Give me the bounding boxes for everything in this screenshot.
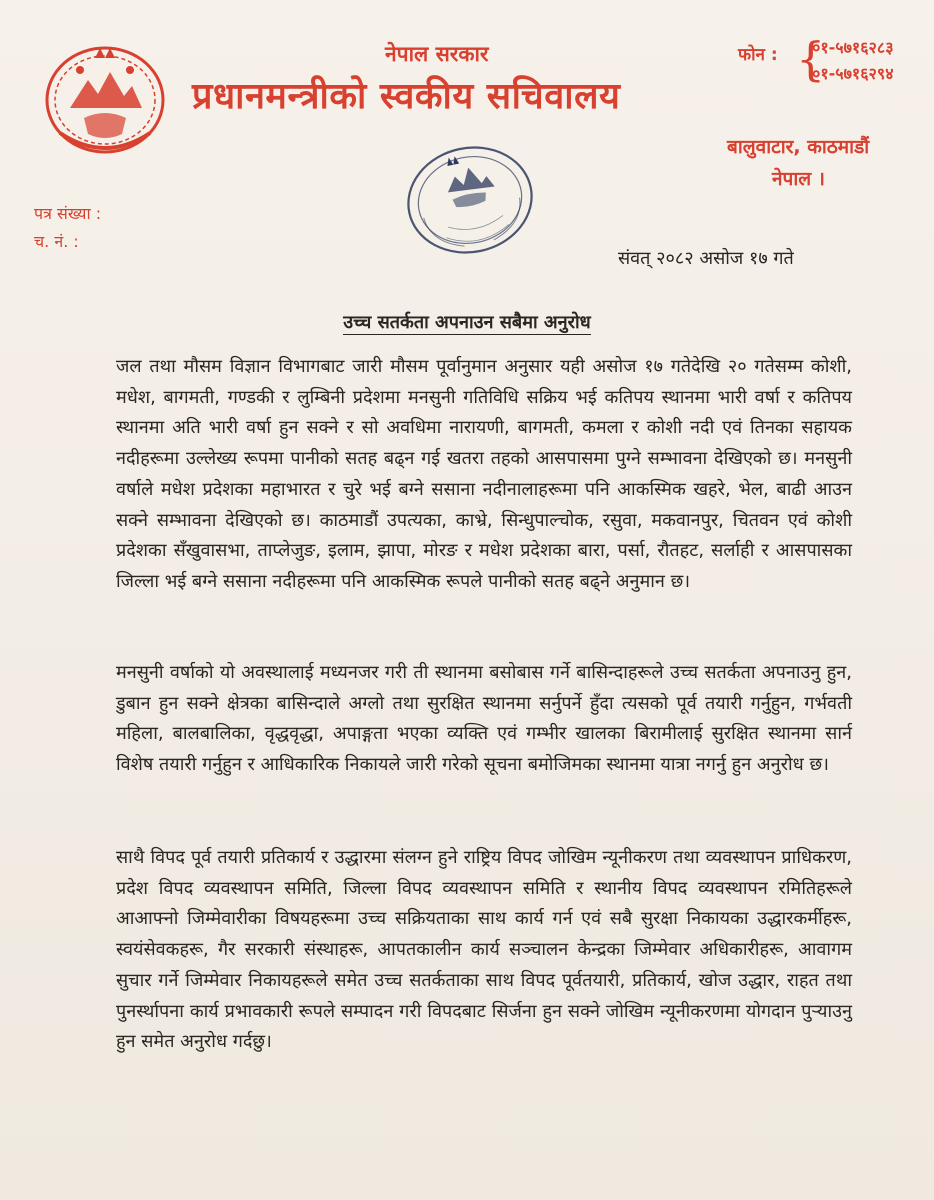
letter-subject [0, 310, 934, 334]
reference-number-label: पत्र संख्या : [34, 204, 102, 223]
address-line-2: नेपाल । [772, 168, 825, 190]
address-line-1: बालुवाटार, काठमाडौं [727, 136, 870, 158]
letter-date: संवत् २०८२ असोज १७ गते [618, 248, 794, 269]
subject-text: उच्च सतर्कता अपनाउन सबैमा अनुरोध [343, 312, 591, 333]
phone-label: फोन : [738, 45, 778, 65]
phone-number-1: ०१-५७१६२८३ [812, 38, 894, 57]
phone-brace: { [796, 32, 826, 86]
body-paragraph-3: साथै विपद पूर्व तयारी प्रतिकार्य र उद्धारमा संलग्न हुने राष्ट्रिय विपद जोखिम न्यूनीकरण तथा व्यवस्थापन प्राधिकरण, प्रदेश विपद व्यवस्थापन समिति, जिल्ला विपद व्यवस्थापन समिति र स्थानीय विपद व्यवस्थापन रमितिहरूले आआफ्नो जिम्मेवारीका विषयहरूमा उच्च सक्रियताका साथ कार्य गर्न एवं सबै सुरक्षा निकायका उद्धारकर्मीहरू, स्वयंसेवकहरू, गैर सरकारी संस्थाहरू, आपतकालीन कार्य सञ्चालन केन्द्रका जिम्मेवार अधिकारीहरू, आवागम सुचार गर्ने जिम्मेवार निकायहरूले समेत उच्च सतर्कताका साथ विपद पूर्वतयारी, प्रतिकार्य, खोज उद्धार, राहत तथा पुनर्स्थापना कार्य प्रभावकारी रूपले सम्पादन गरी विपदबाट सिर्जना हुन सक्ने जोखिम न्यूनीकरणमा योगदान पुऱ्याउनु हुन समेत अनुरोध गर्दछु। [116, 847, 852, 1053]
dispatch-number-label: च. नं. : [34, 232, 79, 251]
government-name: नेपाल सरकार [385, 42, 489, 66]
body-paragraph-2: मनसुनी वर्षाको यो अवस्थालाई मध्यनजर गरी ती स्थानमा बसोबास गर्ने बासिन्दाहरूले उच्च सतर्कता अपनाउनु हुन, डुबान हुन सक्ने क्षेत्रका बासिन्दाले अग्लो तथा सुरक्षित स्थानमा सर्नुपर्ने हुँदा त्यसको पूर्व तयारी गर्नुहुन, गर्भवती महिला, बालबालिका, वृद्धवृद्धा, अपाङ्गता भएका व्यक्ति एवं गम्भीर खालका बिरामीलाई सुरक्षित स्थानमा सार्न विशेष तयारी गर्नुहुन र आधिकारिक निकायले जारी गरेको सूचना बमोजिमका स्थानमा यात्रा नगर्नु हुन अनुरोध छ। [116, 662, 852, 776]
body-paragraph-1: जल तथा मौसम विज्ञान विभागबाट जारी मौसम पूर्वानुमान अनुसार यही असोज १७ गतेदेखि २० गतेसम्म कोशी, मधेश, बागमती, गण्डकी र लुम्बिनी प्रदेशमा मनसुनी गतिविधि सक्रिय भई कतिपय स्थानमा भारी वर्षा र कतिपय स्थानमा अति भारी वर्षा हुन सक्ने र सो अवधिमा नारायणी, बागमती, कमला र कोशी नदी एवं तिनका सहायक नदीहरूमा उल्लेख्य रूपमा पानीको सतह बढ्न गई खतरा तहको आसपासमा पुग्ने सम्भावना देखिएको छ। मनसुनी वर्षाले मधेश प्रदेशका महाभारत र चुरे भई बग्ने ससाना नदीनालाहरूमा पनि आकस्मिक खहरे, भेल, बाढी आउन सक्ने सम्भावना देखिएको छ। काठमाडौं उपत्यका, काभ्रे, सिन्धुपाल्चोक, रसुवा, मकवानपुर, चितवन एवं कोशी प्रदेशका सँखुवासभा, ताप्लेजुङ, इलाम, झापा, मोरङ र मधेश प्रदेशका बारा, पर्सा, रौतहट, सर्लाही र आसपासका जिल्ला भई बग्ने ससाना नदीहरूमा पनि आकस्मिक रूपले पानीको सतह बढ्ने अनुमान छ। [116, 356, 852, 592]
office-name: प्रधानमन्त्रीको स्वकीय सचिवालय [192, 76, 621, 117]
office-stamp-seal [395, 138, 545, 263]
nepal-emblem-icon [40, 38, 170, 163]
phone-number-2: ०१-५७१६२९४ [812, 64, 894, 83]
